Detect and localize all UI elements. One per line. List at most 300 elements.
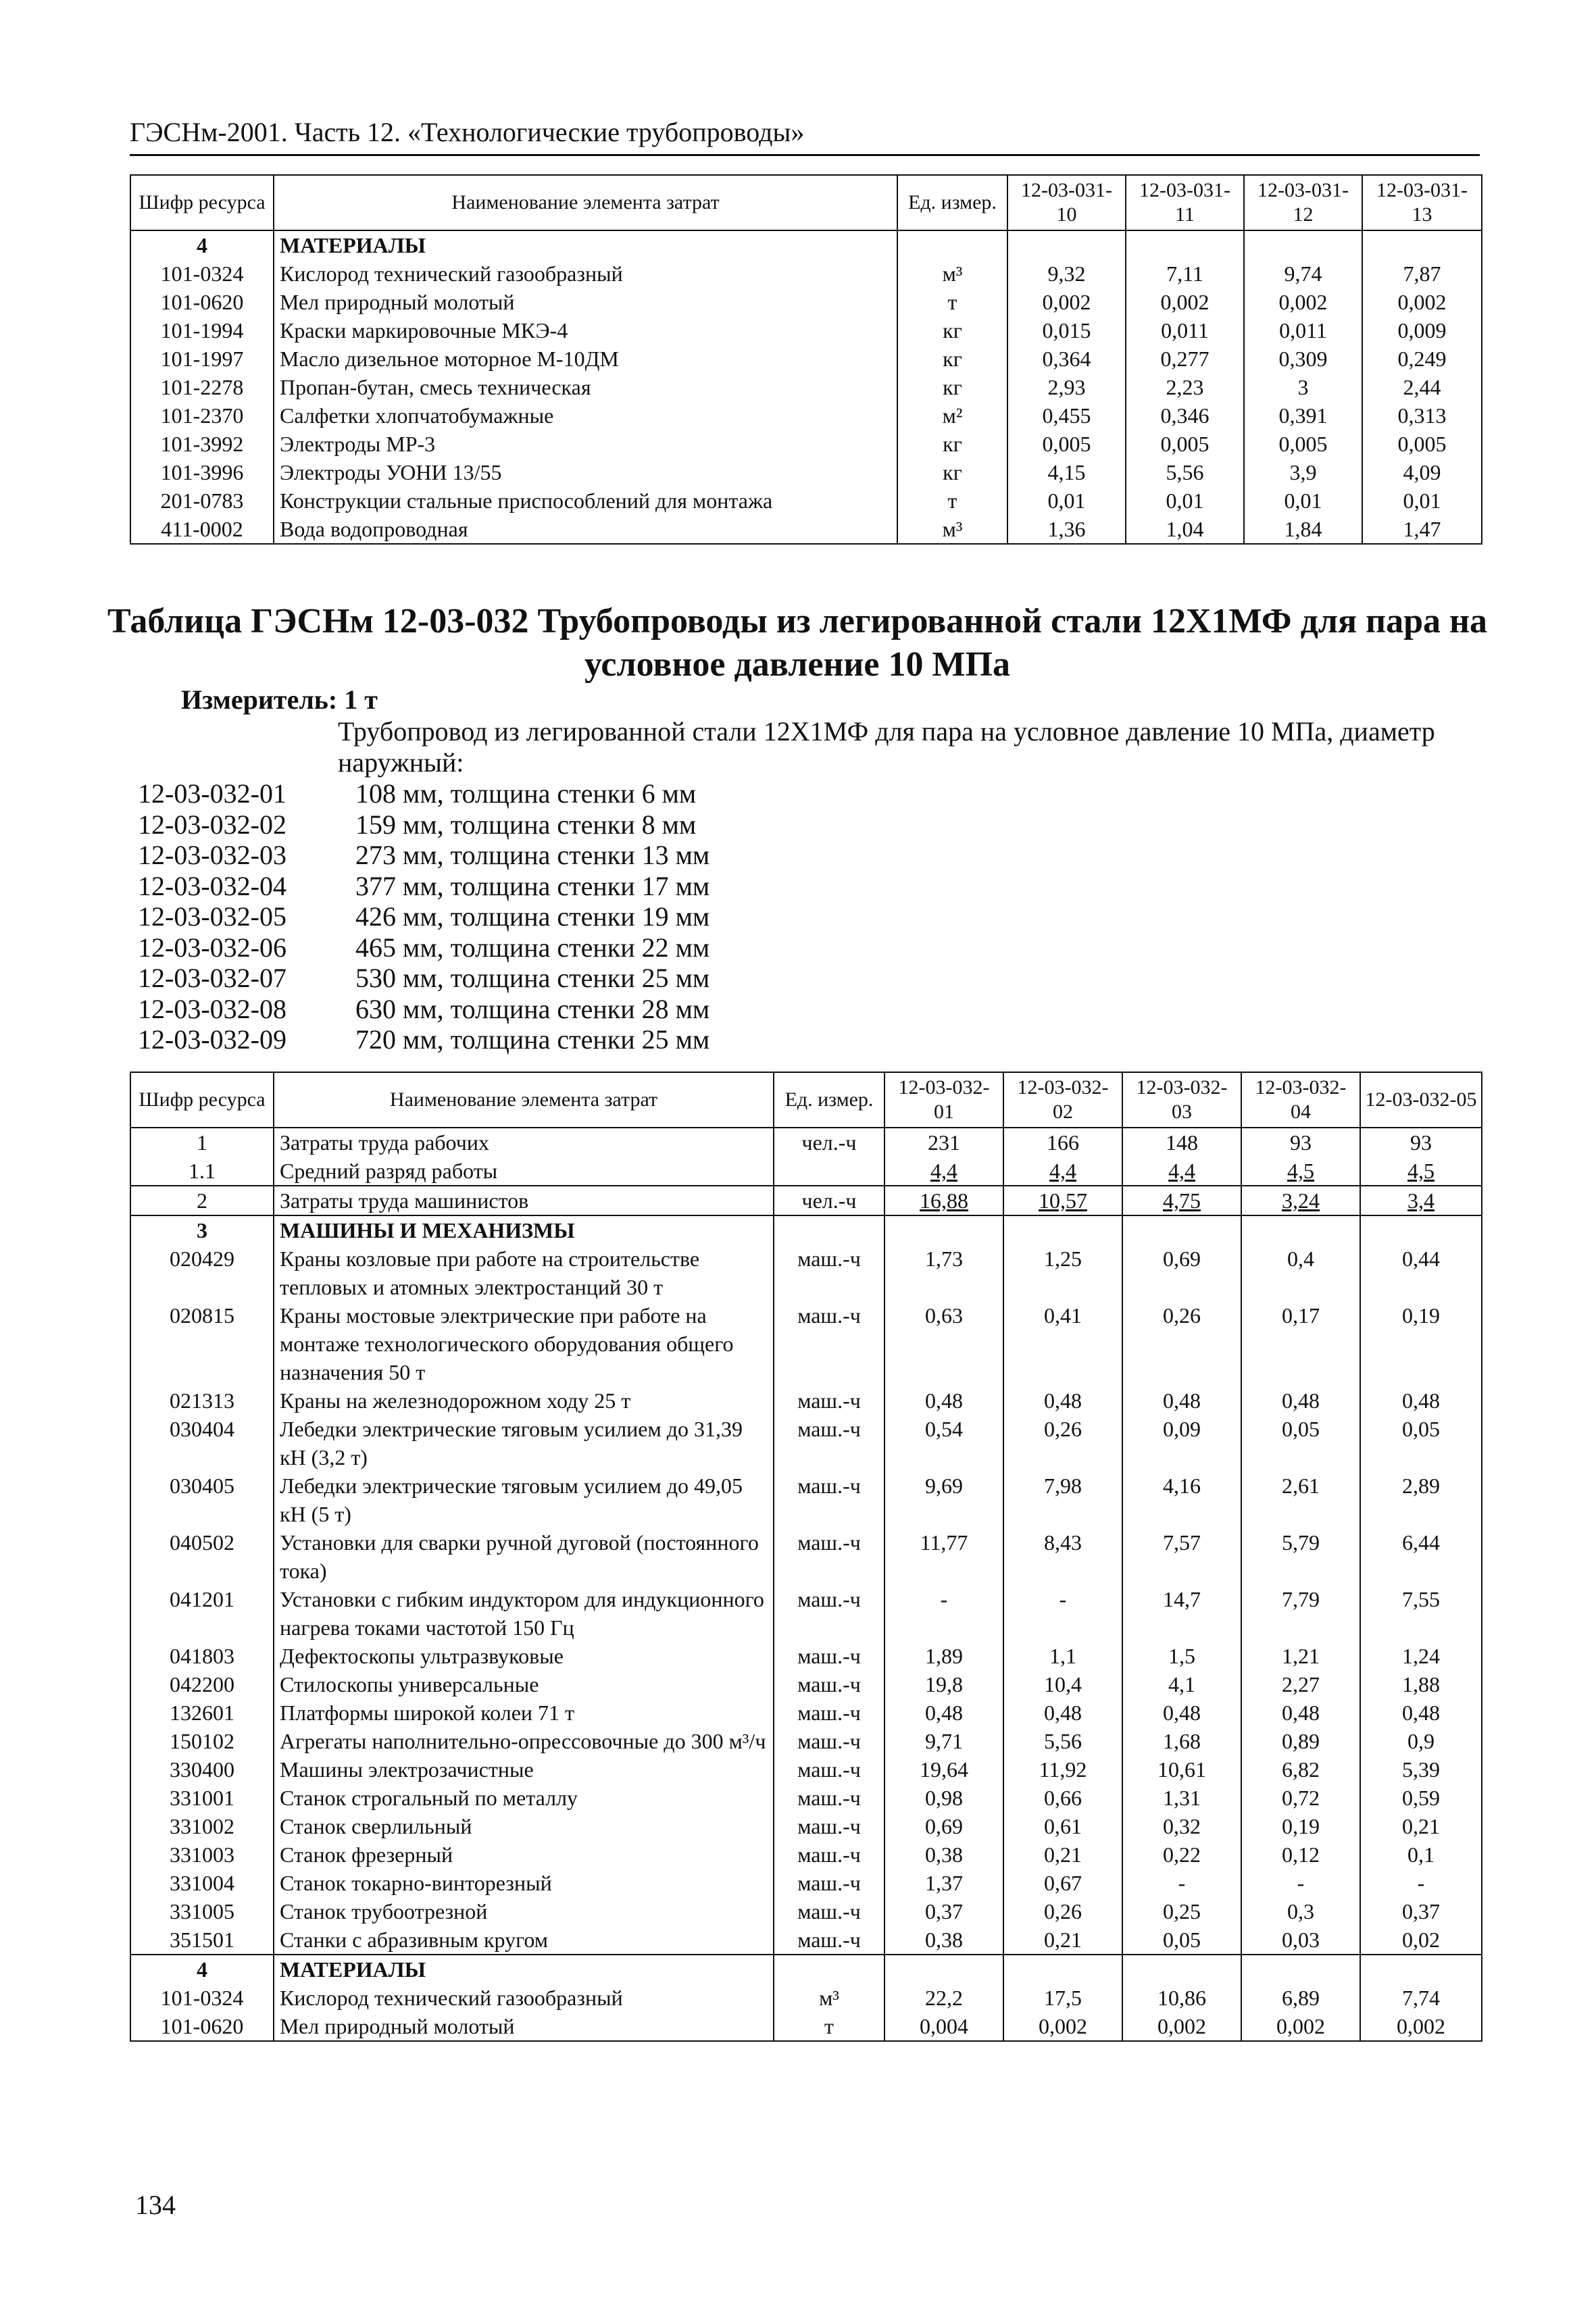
norm-value: 0,69	[1122, 1244, 1241, 1301]
norm-value: 0,48	[884, 1386, 1003, 1415]
empty-cell	[1003, 1215, 1122, 1244]
norm-value: 0,67	[1003, 1869, 1122, 1897]
resource-code: 351501	[130, 1926, 274, 1955]
norm-value: 4,75	[1122, 1186, 1241, 1215]
resource-name: Машины электрозачистные	[274, 1755, 774, 1784]
table-row	[130, 1585, 1482, 1642]
table-row	[130, 401, 1482, 430]
norm-value: 14,7	[1122, 1585, 1241, 1642]
resource-name: Станок трубоотрезной	[274, 1897, 774, 1926]
norm-value: 0,48	[1241, 1386, 1360, 1415]
norm-value: 0,48	[884, 1699, 1003, 1727]
col-header-norm: 12-03-031-13	[1362, 175, 1482, 230]
norm-value: 0,01	[1126, 486, 1244, 515]
norm-value: 0,61	[1003, 1812, 1122, 1840]
variant-code: 12-03-032-02	[138, 809, 286, 840]
resource-code: 331003	[130, 1840, 274, 1869]
norm-value: 0,002	[1007, 288, 1126, 316]
variant-text: 273 мм, толщина стенки 13 мм	[355, 840, 710, 870]
resource-code: 101-2278	[130, 373, 274, 401]
norm-value: -	[1003, 1585, 1122, 1642]
norm-value: 0,98	[884, 1784, 1003, 1812]
norm-value: 6,82	[1241, 1755, 1360, 1784]
resource-code: 411-0002	[130, 515, 274, 544]
section-row	[130, 230, 1482, 259]
resource-unit: кг	[897, 458, 1007, 486]
resource-name: Мел природный молотый	[274, 2012, 774, 2041]
variant-code: 12-03-032-03	[138, 840, 286, 870]
norm-value: 11,92	[1003, 1755, 1122, 1784]
table-row	[130, 1642, 1482, 1670]
col-header-norm: 12-03-032-05	[1360, 1072, 1482, 1128]
variant-item	[138, 809, 709, 840]
norm-value: 2,44	[1362, 373, 1482, 401]
norm-value: 93	[1360, 1128, 1482, 1157]
resource-unit: маш.-ч	[774, 1699, 884, 1727]
empty-cell	[774, 1215, 884, 1244]
norm-value: 0,004	[884, 2012, 1003, 2041]
norm-value: 7,74	[1360, 1984, 1482, 2012]
resource-name: Затраты труда рабочих	[274, 1128, 774, 1157]
table-row	[130, 1926, 1482, 1955]
norm-value: 0,3	[1241, 1897, 1360, 1926]
norm-value: 0,05	[1122, 1926, 1241, 1955]
resource-unit: маш.-ч	[774, 1840, 884, 1869]
norm-value: 4,09	[1362, 458, 1482, 486]
table-row	[130, 1699, 1482, 1727]
norm-value: 0,48	[1360, 1386, 1482, 1415]
norm-value: 1,37	[884, 1869, 1003, 1897]
resource-unit	[774, 1157, 884, 1186]
resource-code: 101-1997	[130, 345, 274, 373]
norm-value: 0,005	[1244, 430, 1362, 458]
norm-value: 22,2	[884, 1984, 1003, 2012]
norm-value: 0,09	[1122, 1415, 1241, 1472]
resource-code: 331005	[130, 1897, 274, 1926]
resource-code: 021313	[130, 1386, 274, 1415]
norm-value: 7,57	[1122, 1528, 1241, 1585]
norm-value: 0,21	[1003, 1926, 1122, 1955]
norm-value: 7,55	[1360, 1585, 1482, 1642]
norm-value: 1,36	[1007, 515, 1126, 544]
norm-value: 0,005	[1007, 430, 1126, 458]
variant-text: 465 мм, толщина стенки 22 мм	[355, 932, 710, 963]
table-header-row	[130, 1072, 1482, 1128]
variant-item	[138, 994, 709, 1025]
norm-value: 9,32	[1007, 259, 1126, 288]
empty-cell	[1360, 1955, 1482, 1984]
norm-value: 0,26	[1122, 1301, 1241, 1386]
norm-value: 0,002	[1360, 2012, 1482, 2041]
norm-value: 3,4	[1360, 1186, 1482, 1215]
norm-value: 0,277	[1126, 345, 1244, 373]
empty-cell	[1362, 230, 1482, 259]
resource-unit: маш.-ч	[774, 1386, 884, 1415]
table-row	[130, 1784, 1482, 1812]
variant-code: 12-03-032-04	[138, 870, 286, 901]
variant-text: 159 мм, толщина стенки 8 мм	[355, 809, 697, 840]
norm-value: 0,21	[1003, 1840, 1122, 1869]
norm-value: 0,03	[1241, 1926, 1360, 1955]
resource-unit: маш.-ч	[774, 1472, 884, 1528]
table-row	[130, 1812, 1482, 1840]
resource-name: Краски маркировочные МКЭ-4	[274, 316, 897, 345]
norm-value: 0,25	[1122, 1897, 1241, 1926]
norm-value: 2,61	[1241, 1472, 1360, 1528]
norm-value: 0,011	[1126, 316, 1244, 345]
norm-value: 0,48	[1003, 1386, 1122, 1415]
resource-code: 1	[130, 1128, 274, 1157]
table-row	[130, 1472, 1482, 1528]
norm-value: 9,74	[1244, 259, 1362, 288]
norm-value: -	[1241, 1869, 1360, 1897]
col-header-unit: Ед. измер.	[774, 1072, 884, 1128]
norm-value: 0,21	[1360, 1812, 1482, 1840]
variant-item	[138, 932, 709, 963]
norm-value: 0,41	[1003, 1301, 1122, 1386]
resource-name: Электроды МР-3	[274, 430, 897, 458]
section-title: МАТЕРИАЛЫ	[274, 230, 897, 259]
resource-code: 150102	[130, 1727, 274, 1755]
norm-value: 11,77	[884, 1528, 1003, 1585]
resource-code: 331001	[130, 1784, 274, 1812]
norm-value: 6,44	[1360, 1528, 1482, 1585]
resource-name: Средний разряд работы	[274, 1157, 774, 1186]
variant-text: 108 мм, толщина стенки 6 мм	[355, 778, 697, 809]
resource-code: 101-3992	[130, 430, 274, 458]
variant-code: 12-03-032-07	[138, 963, 286, 993]
norm-value: 10,61	[1122, 1755, 1241, 1784]
resource-code: 330400	[130, 1755, 274, 1784]
norm-value: 0,309	[1244, 345, 1362, 373]
resource-name: Кислород технический газообразный	[274, 259, 897, 288]
resource-unit: кг	[897, 430, 1007, 458]
empty-cell	[1003, 1955, 1122, 1984]
section-row	[130, 1215, 1482, 1244]
variant-item	[138, 963, 709, 994]
resource-name: Стилоскопы универсальные	[274, 1670, 774, 1699]
col-header-norm: 12-03-032-03	[1122, 1072, 1241, 1128]
norm-value: 4,4	[1003, 1157, 1122, 1186]
norm-value: 231	[884, 1128, 1003, 1157]
resource-name: Мел природный молотый	[274, 288, 897, 316]
norm-value: 2,27	[1241, 1670, 1360, 1699]
norm-value: 1,88	[1360, 1670, 1482, 1699]
table-row	[130, 515, 1482, 544]
norm-value: 0,48	[1360, 1699, 1482, 1727]
empty-cell	[774, 1955, 884, 1984]
norm-value: 2,89	[1360, 1472, 1482, 1528]
table-title-line-2: условное давление 10 МПа	[584, 645, 1010, 684]
norm-value: 0,89	[1241, 1727, 1360, 1755]
norm-value: 1,1	[1003, 1642, 1122, 1670]
variant-item	[138, 871, 709, 902]
resource-code: 042200	[130, 1670, 274, 1699]
resource-name: Станок сверлильный	[274, 1812, 774, 1840]
norm-value: 0,346	[1126, 401, 1244, 430]
norm-value: 0,19	[1241, 1812, 1360, 1840]
variant-text: 426 мм, толщина стенки 19 мм	[355, 901, 710, 932]
resource-name: Затраты труда машинистов	[274, 1186, 774, 1215]
resource-unit: маш.-ч	[774, 1869, 884, 1897]
table-row	[130, 1755, 1482, 1784]
norm-value: 4,15	[1007, 458, 1126, 486]
resource-name: Салфетки хлопчатобумажные	[274, 401, 897, 430]
variant-item	[138, 901, 709, 932]
norm-value: 9,71	[884, 1727, 1003, 1755]
norm-value: 148	[1122, 1128, 1241, 1157]
norm-value: 0,011	[1244, 316, 1362, 345]
section-title: МАТЕРИАЛЫ	[274, 1955, 774, 1984]
section-code: 3	[130, 1215, 274, 1244]
resource-unit: маш.-ч	[774, 1642, 884, 1670]
resource-name: Платформы широкой колеи 71 т	[274, 1699, 774, 1727]
table-row	[130, 1840, 1482, 1869]
norm-value: 93	[1241, 1128, 1360, 1157]
col-header-norm: 12-03-032-01	[884, 1072, 1003, 1128]
section-row	[130, 1955, 1482, 1984]
table-row	[130, 345, 1482, 373]
table-row	[130, 1244, 1482, 1301]
section-code: 4	[130, 230, 274, 259]
norm-value: 0,01	[1362, 486, 1482, 515]
resource-table-032	[130, 1072, 1482, 2042]
norm-value: 0,249	[1362, 345, 1482, 373]
resource-unit: м³	[897, 259, 1007, 288]
resource-code: 132601	[130, 1699, 274, 1727]
table-row	[130, 316, 1482, 345]
norm-value: 0,391	[1244, 401, 1362, 430]
norm-value: -	[884, 1585, 1003, 1642]
running-header: ГЭСНм-2001. Часть 12. «Технологические трубопроводы»	[130, 116, 1480, 156]
resource-name: Установки с гибким индуктором для индукционного нагрева токами частотой 150 Гц	[274, 1585, 774, 1642]
col-header-norm: 12-03-031-10	[1007, 175, 1126, 230]
norm-value: 0,05	[1241, 1415, 1360, 1472]
table-row	[130, 2012, 1482, 2041]
table-row	[130, 430, 1482, 458]
norm-value: 10,4	[1003, 1670, 1122, 1699]
resource-name: Краны мостовые электрические при работе на монтаже технологического оборудования общего назначения 50 т	[274, 1301, 774, 1386]
norm-value: 4,16	[1122, 1472, 1241, 1528]
resource-unit: кг	[897, 316, 1007, 345]
resource-unit: кг	[897, 345, 1007, 373]
resource-unit: маш.-ч	[774, 1301, 884, 1386]
norm-value: 0,9	[1360, 1727, 1482, 1755]
empty-cell	[884, 1215, 1003, 1244]
norm-value: 0,38	[884, 1926, 1003, 1955]
variant-code: 12-03-032-01	[138, 778, 286, 809]
resource-code: 101-2370	[130, 401, 274, 430]
norm-value: 5,39	[1360, 1755, 1482, 1784]
table-row	[130, 1727, 1482, 1755]
table-title-line-1: Таблица ГЭСНм 12-03-032 Трубопроводы из легированной стали 12Х1МФ для пара на	[107, 602, 1488, 640]
norm-value: 0,05	[1360, 1415, 1482, 1472]
norm-value: 0,002	[1244, 288, 1362, 316]
norm-value: 0,26	[1003, 1897, 1122, 1926]
page-number: 134	[135, 2190, 176, 2220]
variant-item	[138, 1024, 709, 1055]
norm-value: 4,5	[1360, 1157, 1482, 1186]
resource-name: Установки для сварки ручной дуговой (постоянного тока)	[274, 1528, 774, 1585]
resource-code: 041803	[130, 1642, 274, 1670]
norm-value: 0,4	[1241, 1244, 1360, 1301]
resource-name: Станки с абразивным кругом	[274, 1926, 774, 1955]
resource-unit: т	[897, 486, 1007, 515]
norm-value: 1,89	[884, 1642, 1003, 1670]
norm-value: 0,12	[1241, 1840, 1360, 1869]
norm-value: 3,24	[1241, 1186, 1360, 1215]
variant-item	[138, 840, 709, 871]
measure-value: 1 т	[344, 684, 378, 715]
resource-code: 2	[130, 1186, 274, 1215]
resource-code: 040502	[130, 1528, 274, 1585]
norm-value: 1,5	[1122, 1642, 1241, 1670]
resource-name: Конструкции стальные приспособлений для монтажа	[274, 486, 897, 515]
resource-unit: маш.-ч	[774, 1755, 884, 1784]
norm-value: 19,64	[884, 1755, 1003, 1784]
empty-cell	[1007, 230, 1126, 259]
norm-value: 10,86	[1122, 1984, 1241, 2012]
norm-value: 0,313	[1362, 401, 1482, 430]
norm-value: 0,005	[1126, 430, 1244, 458]
resource-unit: маш.-ч	[774, 1670, 884, 1699]
norm-value: 4,4	[1122, 1157, 1241, 1186]
norm-value: 0,002	[1126, 288, 1244, 316]
norm-value: 5,56	[1126, 458, 1244, 486]
resource-code: 041201	[130, 1585, 274, 1642]
table-title	[88, 600, 1507, 686]
resource-name: Электроды УОНИ 13/55	[274, 458, 897, 486]
norm-value: 5,56	[1003, 1727, 1122, 1755]
empty-cell	[1241, 1955, 1360, 1984]
table-row	[130, 1186, 1482, 1215]
variant-code: 12-03-032-08	[138, 993, 286, 1024]
resource-name: Станок строгальный по металлу	[274, 1784, 774, 1812]
resource-name: Лебедки электрические тяговым усилием до 49,05 кН (5 т)	[274, 1472, 774, 1528]
table-row	[130, 1386, 1482, 1415]
section-code: 4	[130, 1955, 274, 1984]
table-row	[130, 458, 1482, 486]
norm-value: -	[1122, 1869, 1241, 1897]
norm-value: 0,002	[1362, 288, 1482, 316]
resource-code: 101-3996	[130, 458, 274, 486]
table-row	[130, 1984, 1482, 2012]
resource-code: 101-0324	[130, 259, 274, 288]
resource-unit: маш.-ч	[774, 1585, 884, 1642]
resource-code: 101-0324	[130, 1984, 274, 2012]
table-row	[130, 373, 1482, 401]
norm-value: 0,72	[1241, 1784, 1360, 1812]
norm-value: 0,37	[884, 1897, 1003, 1926]
empty-cell	[1244, 230, 1362, 259]
empty-cell	[1241, 1215, 1360, 1244]
empty-cell	[1360, 1215, 1482, 1244]
table-row	[130, 1415, 1482, 1472]
norm-value: 1,73	[884, 1244, 1003, 1301]
resource-unit: маш.-ч	[774, 1528, 884, 1585]
empty-cell	[1122, 1955, 1241, 1984]
variant-text: 530 мм, толщина стенки 25 мм	[355, 963, 710, 993]
resource-unit: маш.-ч	[774, 1897, 884, 1926]
resource-code: 020429	[130, 1244, 274, 1301]
measure-unit	[181, 684, 378, 715]
norm-value: 6,89	[1241, 1984, 1360, 2012]
resource-unit: т	[897, 288, 1007, 316]
variant-code: 12-03-032-05	[138, 901, 286, 932]
variant-item	[138, 778, 709, 809]
norm-value: 3,9	[1244, 458, 1362, 486]
norm-value: 4,1	[1122, 1670, 1241, 1699]
norm-value: 1,24	[1360, 1642, 1482, 1670]
resource-name: Кислород технический газообразный	[274, 1984, 774, 2012]
work-description: Трубопровод из легированной стали 12Х1МФ для пара на условное давление 10 МПа, диаметр наружный:	[338, 716, 1435, 778]
variant-text: 720 мм, толщина стенки 25 мм	[355, 1024, 710, 1055]
norm-value: 0,02	[1360, 1926, 1482, 1955]
variant-code: 12-03-032-09	[138, 1024, 286, 1055]
resource-name: Масло дизельное моторное М-10ДМ	[274, 345, 897, 373]
table-header-row	[130, 175, 1482, 230]
table-row	[130, 486, 1482, 515]
table-row	[130, 288, 1482, 316]
resource-unit: маш.-ч	[774, 1244, 884, 1301]
norm-value: 0,364	[1007, 345, 1126, 373]
col-header-code: Шифр ресурса	[130, 175, 274, 230]
col-header-code: Шифр ресурса	[130, 1072, 274, 1128]
resource-unit: кг	[897, 373, 1007, 401]
resource-code: 331004	[130, 1869, 274, 1897]
norm-value: 0,63	[884, 1301, 1003, 1386]
norm-value: 0,54	[884, 1415, 1003, 1472]
norm-value: 0,37	[1360, 1897, 1482, 1926]
col-header-name: Наименование элемента затрат	[274, 1072, 774, 1128]
resource-name: Станок токарно-винторезный	[274, 1869, 774, 1897]
empty-cell	[1122, 1215, 1241, 1244]
resource-unit: чел.-ч	[774, 1186, 884, 1215]
table-row	[130, 1528, 1482, 1585]
norm-value: 1,84	[1244, 515, 1362, 544]
norm-value: 4,5	[1241, 1157, 1360, 1186]
norm-value: 0,009	[1362, 316, 1482, 345]
norm-value: 16,88	[884, 1186, 1003, 1215]
resource-name: Станок фрезерный	[274, 1840, 774, 1869]
resource-unit: маш.-ч	[774, 1926, 884, 1955]
col-header-unit: Ед. измер.	[897, 175, 1007, 230]
norm-value: 0,66	[1003, 1784, 1122, 1812]
resource-unit: чел.-ч	[774, 1128, 884, 1157]
table-row	[130, 1301, 1482, 1386]
norm-value: 0,69	[884, 1812, 1003, 1840]
resource-unit: маш.-ч	[774, 1415, 884, 1472]
resource-code: 1.1	[130, 1157, 274, 1186]
resource-code: 201-0783	[130, 486, 274, 515]
norm-value: 7,79	[1241, 1585, 1360, 1642]
variant-code: 12-03-032-06	[138, 932, 286, 963]
measure-label: Измеритель:	[181, 684, 338, 715]
norm-value: 0,32	[1122, 1812, 1241, 1840]
norm-value: 19,8	[884, 1670, 1003, 1699]
norm-value: 4,4	[884, 1157, 1003, 1186]
resource-unit: м²	[897, 401, 1007, 430]
norm-value: 8,43	[1003, 1528, 1122, 1585]
table-row	[130, 1869, 1482, 1897]
norm-value: 0,17	[1241, 1301, 1360, 1386]
resource-code: 101-1994	[130, 316, 274, 345]
norm-value: 0,48	[1241, 1699, 1360, 1727]
resource-name: Краны на железнодорожном ходу 25 т	[274, 1386, 774, 1415]
norm-value: 0,26	[1003, 1415, 1122, 1472]
resource-name: Вода водопроводная	[274, 515, 897, 544]
resource-unit: т	[774, 2012, 884, 2041]
